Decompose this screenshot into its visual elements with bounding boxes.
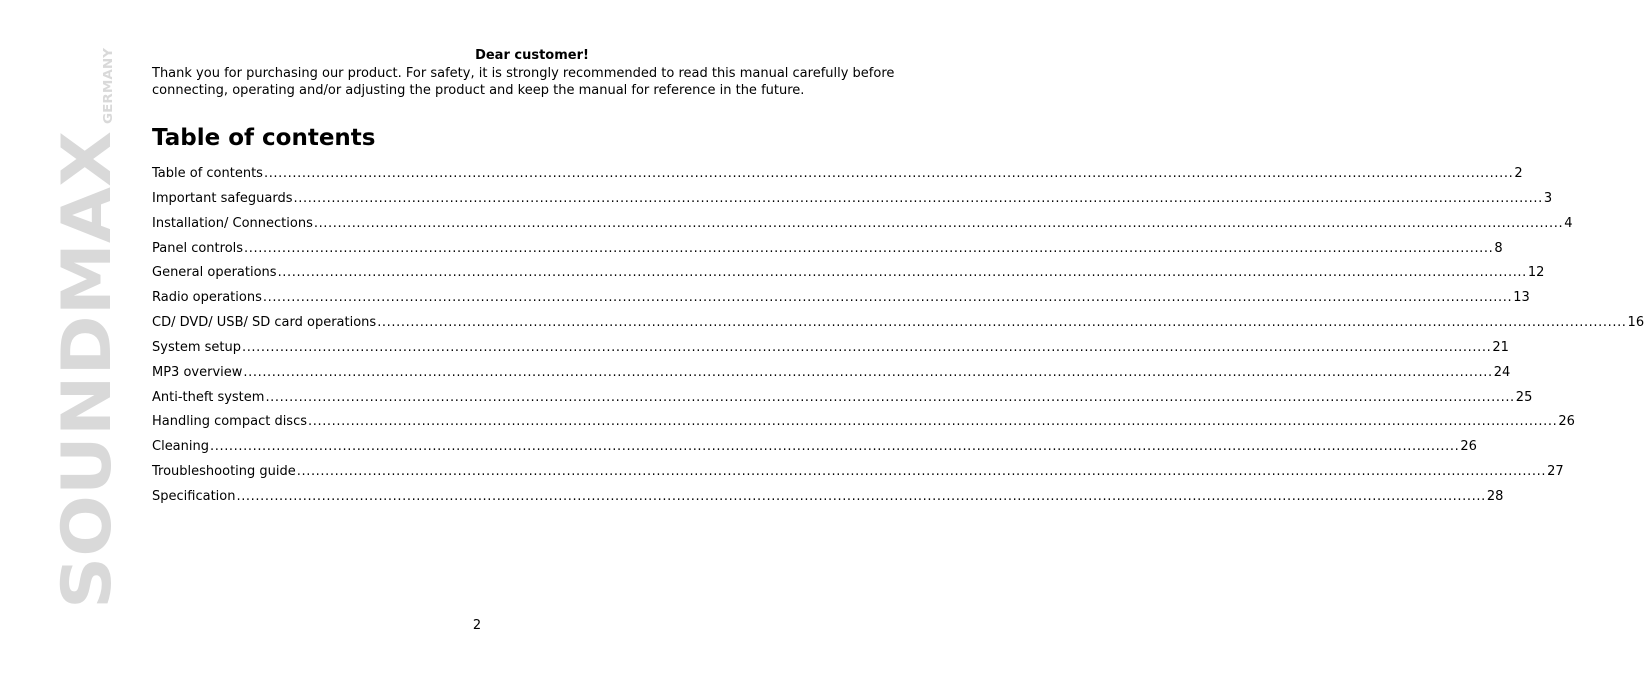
- toc-entry[interactable]: [152, 412, 1575, 437]
- brand-tagline: GERMANY: [101, 56, 115, 124]
- toc-entry-page: 25: [1515, 389, 1533, 405]
- intro-section: [152, 47, 912, 99]
- toc-entry[interactable]: [152, 487, 1504, 512]
- toc-entry-label: Specification: [152, 488, 236, 504]
- toc-entry-page: 12: [1527, 265, 1545, 281]
- toc-entry[interactable]: [152, 437, 1477, 462]
- brand-watermark: [48, 0, 127, 620]
- page-number: 2: [472, 618, 482, 633]
- toc-entry-label: MP3 overview: [152, 364, 243, 380]
- toc-entry-page: 26: [1558, 414, 1575, 430]
- dot-leader: [236, 487, 1485, 507]
- toc-title: Table of contents: [152, 125, 376, 151]
- toc-entry-page: 2: [1514, 166, 1523, 181]
- dot-leader: [265, 388, 1514, 408]
- toc-entry-label: General operations: [152, 265, 277, 281]
- dot-leader: [244, 239, 1493, 259]
- toc-entry[interactable]: [152, 164, 1523, 189]
- toc-entry-label: Important safeguards: [152, 190, 293, 206]
- toc-entry-page: 16: [1627, 315, 1644, 331]
- toc-entry[interactable]: [152, 313, 1644, 338]
- toc-entry-label: Table of contents: [152, 166, 263, 181]
- toc-entry-page: 24: [1493, 364, 1511, 380]
- dot-leader: [294, 189, 1543, 209]
- toc-entry-page: 3: [1543, 190, 1553, 206]
- toc-entry[interactable]: [152, 388, 1533, 413]
- toc-entry[interactable]: [152, 263, 1545, 288]
- toc-entry-page: 26: [1460, 439, 1477, 455]
- toc-entry-label: Installation/ Connections: [152, 215, 313, 231]
- toc-entry-page: 21: [1492, 339, 1509, 355]
- dot-leader: [263, 288, 1512, 308]
- toc-entry-page: 13: [1513, 290, 1530, 306]
- toc-entry-page: 8: [1494, 240, 1503, 256]
- toc-entry[interactable]: [152, 214, 1573, 239]
- toc-entry[interactable]: [152, 239, 1503, 264]
- toc-entry[interactable]: [152, 462, 1564, 487]
- soundmax-logo: [48, 0, 127, 620]
- dot-leader: [210, 437, 1459, 457]
- toc-entry-label: Handling compact discs: [152, 414, 307, 430]
- dot-leader: [377, 313, 1626, 333]
- toc-entry-label: CD/ DVD/ USB/ SD card operations: [152, 315, 377, 331]
- dot-leader: [243, 363, 1492, 383]
- dot-leader: [264, 164, 1513, 184]
- dot-leader: [242, 338, 1491, 358]
- toc-entry[interactable]: [152, 338, 1509, 363]
- brand-name: SOUNDMAX: [48, 160, 127, 609]
- dot-leader: [297, 462, 1546, 482]
- toc-entry-label: Troubleshooting guide: [152, 464, 296, 480]
- dot-leader: [308, 412, 1557, 432]
- toc-entry[interactable]: [152, 288, 1530, 313]
- toc-entry-label: System setup: [152, 339, 241, 355]
- toc-list: [152, 164, 1644, 512]
- toc-entry[interactable]: [152, 189, 1553, 214]
- intro-text: Thank you for purchasing our product. For safety, it is strongly recommended to read this manual carefully before connecting, operating and/or adjusting the product and keep the manual for reference in the future.: [152, 66, 895, 98]
- toc-entry-label: Anti-theft system: [152, 389, 265, 405]
- toc-entry-label: Radio operations: [152, 290, 262, 306]
- toc-entry-page: 27: [1547, 464, 1564, 480]
- toc-entry-page: 4: [1564, 215, 1573, 231]
- greeting: Dear customer!: [475, 48, 589, 63]
- dot-leader: [278, 263, 1527, 283]
- toc-entry-page: 28: [1486, 488, 1504, 504]
- toc-entry[interactable]: [152, 363, 1511, 388]
- toc-entry-label: Cleaning: [152, 439, 209, 455]
- toc-entry-label: Panel controls: [152, 240, 244, 256]
- dot-leader: [314, 214, 1563, 234]
